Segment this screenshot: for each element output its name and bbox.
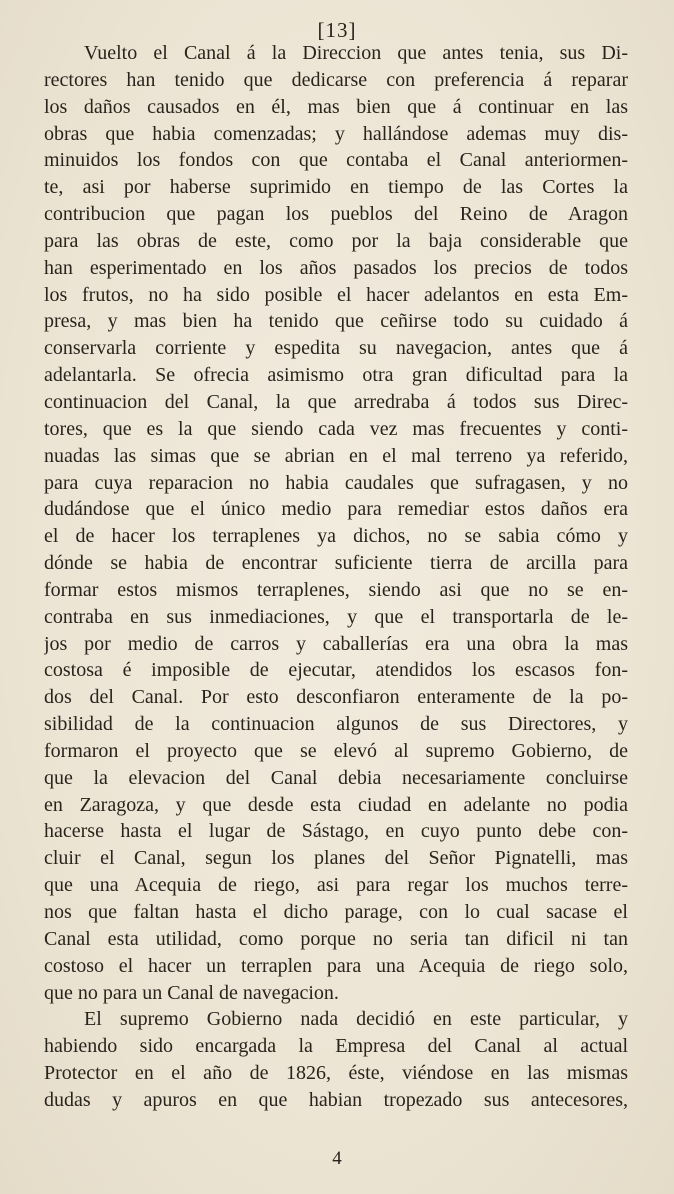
text-line: contribucion que pagan los pueblos del Reino de Aragon: [44, 203, 628, 226]
text-line: jos por medio de carros y caballerías era una obra la mas: [44, 632, 628, 655]
text-line: que la elevacion del Canal debia necesariamente concluirse: [44, 766, 628, 789]
text-line: dudas y apuros en que habian tropezado sus antecesores,: [44, 1088, 628, 1111]
text-line: adelantarla. Se ofrecia asimismo otra gran dificultad para la: [44, 364, 628, 387]
text-line: sibilidad de la continuacion algunos de sus Directores, y: [44, 713, 628, 736]
text-line: presa, y mas bien ha tenido que ceñirse todo su cuidado á: [44, 310, 628, 333]
text-line: los daños causados en él, mas bien que á continuar en las: [44, 95, 628, 118]
text-line: rectores han tenido que dedicarse con preferencia á reparar: [44, 68, 628, 91]
page-number: [13]: [317, 18, 357, 42]
text-line: el de hacer los terraplenes ya dichos, no se sabia cómo y: [44, 525, 628, 548]
signature-mark: 4: [332, 1148, 342, 1169]
text-line: contraba en sus inmediaciones, y que el transportarla de le-: [44, 605, 628, 628]
body-text: [44, 40, 628, 1114]
text-line: dudándose que el único medio para remediar estos daños era: [44, 498, 628, 521]
text-line: formaron el proyecto que se elevó al supremo Gobierno, de: [44, 739, 628, 762]
text-line: que no para un Canal de navegacion.: [44, 981, 339, 1004]
text-line: dónde se habia de encontrar suficiente tierra de arcilla para: [44, 552, 628, 575]
text-line: dos del Canal. Por esto desconfiaron enteramente de la po-: [44, 686, 628, 709]
text-line: habiendo sido encargada la Empresa del Canal al actual: [44, 1035, 628, 1058]
text-line: obras que habia comenzadas; y hallándose ademas muy dis-: [44, 122, 628, 145]
text-line: El supremo Gobierno nada decidió en este particular, y: [84, 1008, 628, 1031]
text-line: Canal esta utilidad, como porque no seria tan dificil ni tan: [44, 927, 628, 950]
text-line: continuacion del Canal, la que arredraba á todos sus Direc-: [44, 390, 628, 413]
text-line: nuadas las simas que se abrian en el mal terreno ya referido,: [44, 444, 628, 467]
text-line: Vuelto el Canal á la Direccion que antes tenia, sus Di-: [84, 42, 628, 64]
text-line: conservarla corriente y espedita su navegacion, antes que á: [44, 337, 628, 360]
text-line: en Zaragoza, y que desde esta ciudad en adelante no podia: [44, 793, 628, 816]
text-line: hacerse hasta el lugar de Sástago, en cuyo punto debe con-: [44, 820, 628, 843]
text-line: formar estos mismos terraplenes, siendo asi que no se en-: [44, 578, 628, 601]
text-line: han esperimentado en los años pasados los precios de todos: [44, 256, 628, 279]
text-line: los frutos, no ha sido posible el hacer adelantos en esta Em-: [44, 283, 628, 306]
text-line: que una Acequia de riego, asi para regar los muchos terre-: [44, 874, 628, 897]
text-line: costoso el hacer un terraplen para una Acequia de riego solo,: [44, 954, 628, 977]
text-line: te, asi por haberse suprimido en tiempo de las Cortes la: [44, 176, 628, 199]
text-line: costosa é imposible de ejecutar, atendidos los escasos fon-: [44, 659, 628, 682]
text-line: minuidos los fondos con que contaba el Canal anteriormen-: [44, 149, 628, 172]
text-line: cluir el Canal, segun los planes del Señor Pignatelli, mas: [44, 847, 628, 870]
text-line: Protector en el año de 1826, éste, viéndose en las mismas: [44, 1062, 628, 1085]
text-line: tores, que es la que siendo cada vez mas frecuentes y conti-: [44, 417, 628, 440]
text-line: para las obras de este, como por la baja considerable que: [44, 229, 628, 252]
text-line: nos que faltan hasta el dicho parage, con lo cual sacase el: [44, 901, 628, 923]
text-line: para cuya reparacion no habia caudales que sufragasen, y no: [44, 471, 628, 494]
